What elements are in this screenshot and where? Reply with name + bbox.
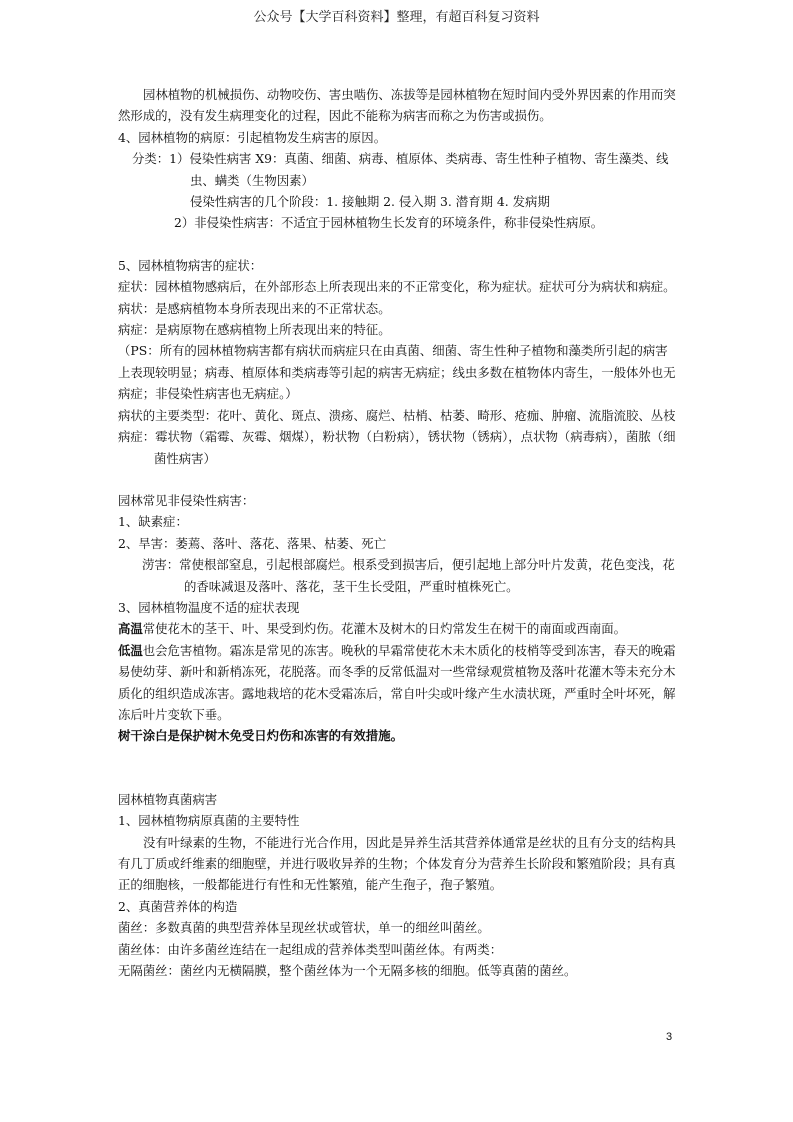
section-4-noninfectious: 2）非侵染性病害：不适宜于园林植物生长发育的环境条件，称非侵染性病原。	[174, 215, 604, 231]
spacer	[118, 234, 678, 255]
mycelium-definition: 菌丝体：由许多菌丝连结在一起组成的营养体类型叫菌丝体。有两类：	[118, 941, 503, 957]
low-temperature-text: 也会危害植物。霜冻是常见的冻害。晚秋的早霜常使花木未木质化的枝梢等受到冻害，春天的晚霜易使幼芽、新叶和新梢冻死，花脱落。而冬季的反常低温对一些常绿观赏植物及落叶花灌木等未充分木质化的组织造成冻害。露地栽培的花木受霜冻后，常自叶尖或叶缘产生水渍状斑，严重时全叶坏死，解冻后叶片变软下垂。	[118, 642, 676, 722]
hypha-definition: 菌丝：多数真菌的典型营养体呈现丝状或管状，单一的细丝叫菌丝。	[118, 920, 490, 936]
section-4-stages: 侵染性病害的几个阶段：1. 接触期 2. 侵入期 3. 潜育期 4. 发病期	[190, 194, 550, 210]
fungi-characteristics-paragraph: 没有叶绿素的生物，不能进行光合作用，因此是异养生活其营养体通常是丝状的且有分支的结构具有几丁质或纤维素的细胞壁，并进行吸收异养的生物；个体发育分为营养生长阶段和繁殖阶段；具有真正的细胞核，一般都能进行有性和无性繁殖，能产生孢子，孢子繁殖。	[118, 834, 676, 893]
noninfectious-item-1: 1、缺素症：	[118, 514, 188, 530]
fungi-heading-1: 1、园林植物病原真菌的主要特性	[118, 813, 300, 829]
noninfectious-item-2: 2、旱害：萎蔫、落叶、落花、落果、枯萎、死亡	[118, 535, 387, 551]
low-temperature-paragraph	[118, 640, 678, 726]
section-4-heading: 4、园林植物的病原：引起植物发生病害的原因。	[118, 129, 387, 145]
fungi-title: 园林植物真菌病害	[118, 791, 218, 807]
spacer	[118, 747, 678, 789]
section-5-heading: 5、园林植物病害的症状：	[118, 257, 263, 273]
bingzhuang-definition: 病状：是感病植物本身所表现出来的不正常状态。	[118, 300, 391, 316]
bingzheng-definition: 病症：是病原物在感病植物上所表现出来的特征。	[118, 322, 391, 338]
symptom-definition: 症状：园林植物感病后，在外部形态上所表现出来的不正常变化，称为症状。症状可分为病状和病症。	[118, 279, 676, 295]
sign-types: 病症：霉状物（霜霉、灰霉、烟煤），粉状物（白粉病），锈状物（锈病），点状物（病毒病），菌脓（细菌性病害）	[118, 429, 676, 466]
page-header: 公众号【大学百科资料】整理，有超百科复习资料	[253, 10, 540, 25]
aseptate-hypha-definition: 无隔菌丝：菌丝内无横隔膜，整个菌丝体为一个无隔多核的细胞。低等真菌的菌丝。	[118, 963, 577, 979]
low-temperature-label: 低温	[118, 642, 143, 658]
section-4-classification: 分类：1）侵染性病害 X9：真菌、细菌、病毒、植原体、类病毒、寄生性种子植物、寄生藻类、线虫、螨类（生物因素）	[132, 151, 669, 188]
symptom-types: 病状的主要类型：花叶、黄化、斑点、溃疡、腐烂、枯梢、枯萎、畸形、疮痂、肿瘤、流脂流胶、丛枝	[118, 407, 676, 423]
waterlogging-paragraph: 涝害：常使根部窒息，引起根部腐烂。根系受到损害后，便引起地上部分叶片发黄，花色变浅，花的香味减退及落叶、落花，茎干生长受阻，严重时植株死亡。	[142, 557, 675, 594]
noninfectious-item-3: 3、园林植物温度不适的症状表现	[118, 599, 300, 615]
protective-measure: 树干涂白是保护树木免受日灼伤和冻害的有效措施。	[118, 728, 403, 744]
ps-note: （PS：所有的园林植物病害都有病状而病症只在由真菌、细菌、寄生性种子植物和藻类所引起的病害上表现较明显；病毒、植原体和类病毒等引起的病害无病症；线虫多数在植物体内寄生，一般体外也无病症；非侵染性病害也无病症。）	[118, 343, 676, 402]
page-number: 3	[666, 1031, 673, 1043]
fungi-heading-2: 2、真菌营养体的构造	[118, 898, 238, 914]
document-body	[118, 84, 678, 981]
intro-paragraph: 园林植物的机械损伤、动物咬伤、害虫啮伤、冻拔等是园林植物在短时间内受外界因素的作用而突然形成的，没有发生病理变化的过程，因此不能称为病害而称之为伤害或损伤。	[118, 87, 676, 124]
spacer	[118, 469, 678, 490]
noninfectious-title: 园林常见非侵染性病害：	[118, 492, 255, 508]
high-temperature-text: 常使花木的茎干、叶、果受到灼伤。花灌木及树木的日灼常发生在树干的南面或西南面。	[142, 621, 627, 637]
high-temperature-label: 高温	[118, 621, 143, 637]
high-temperature-paragraph	[118, 618, 678, 639]
